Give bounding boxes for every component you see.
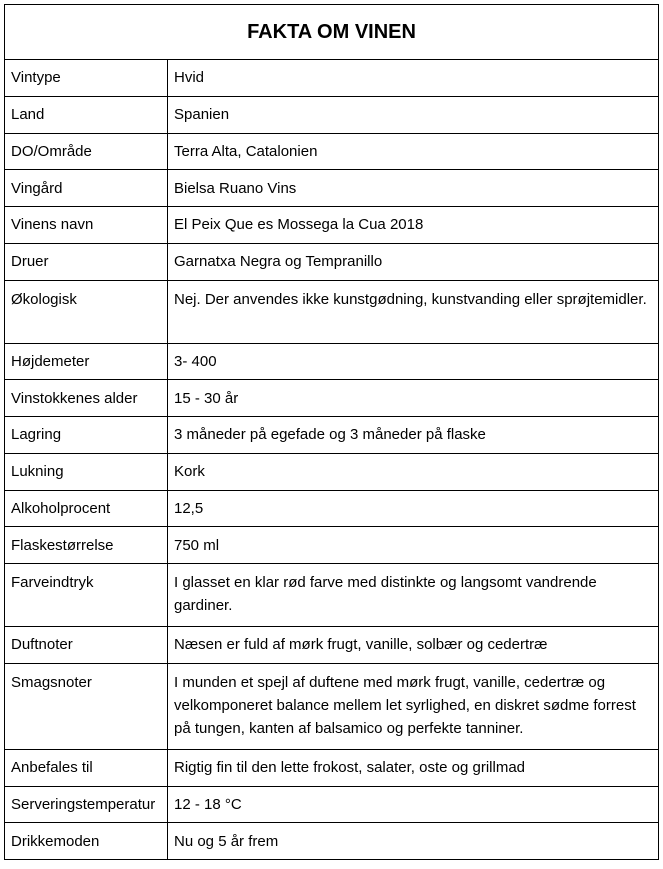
row-label-oekologisk: Økologisk (5, 280, 168, 343)
row-value-vingaard: Bielsa Ruano Vins (168, 170, 659, 207)
row-label-farveindtryk: Farveindtryk (5, 564, 168, 627)
table-row (5, 280, 659, 343)
row-label-vinstokkenes-alder: Vinstokkenes alder (5, 380, 168, 417)
table-row (5, 380, 659, 417)
table-row (5, 417, 659, 454)
table-title-row (5, 5, 659, 60)
row-value-serveringstemperatur: 12 - 18 °C (168, 786, 659, 823)
table-row (5, 343, 659, 380)
row-value-do-omraade: Terra Alta, Catalonien (168, 133, 659, 170)
row-value-vinstokkenes-alder: 15 - 30 år (168, 380, 659, 417)
table-row (5, 96, 659, 133)
table-row (5, 170, 659, 207)
table-row (5, 749, 659, 786)
table-row (5, 243, 659, 280)
row-label-smagsnoter: Smagsnoter (5, 663, 168, 749)
row-value-hoejdemeter: 3- 400 (168, 343, 659, 380)
row-value-vinens-navn: El Peix Que es Mossega la Cua 2018 (168, 207, 659, 244)
row-label-vintype: Vintype (5, 60, 168, 97)
row-label-duftnoter: Duftnoter (5, 627, 168, 664)
table-title: FAKTA OM VINEN (5, 5, 659, 60)
row-value-flaskestoerrelse: 750 ml (168, 527, 659, 564)
row-value-alkoholprocent: 12,5 (168, 490, 659, 527)
table-row (5, 663, 659, 749)
row-label-hoejdemeter: Højdemeter (5, 343, 168, 380)
table-row (5, 60, 659, 97)
row-value-druer: Garnatxa Negra og Tempranillo (168, 243, 659, 280)
row-value-lukning: Kork (168, 453, 659, 490)
row-value-lagring: 3 måneder på egefade og 3 måneder på flaske (168, 417, 659, 454)
row-value-land: Spanien (168, 96, 659, 133)
table-row (5, 207, 659, 244)
row-value-smagsnoter: I munden et spejl af duftene med mørk frugt, vanille, cedertræ og velkomponeret balance mellem let syrlighed, en diskret sødme forrest på tungen, kanten af balsamico og perfekte tanniner. (168, 663, 659, 749)
row-label-serveringstemperatur: Serveringstemperatur (5, 786, 168, 823)
row-label-drikkemoden: Drikkemoden (5, 823, 168, 860)
row-label-lukning: Lukning (5, 453, 168, 490)
row-value-anbefales-til: Rigtig fin til den lette frokost, salater, oste og grillmad (168, 749, 659, 786)
row-label-vinens-navn: Vinens navn (5, 207, 168, 244)
table-row (5, 786, 659, 823)
table-row (5, 564, 659, 627)
row-value-duftnoter: Næsen er fuld af mørk frugt, vanille, solbær og cedertræ (168, 627, 659, 664)
table-row (5, 490, 659, 527)
row-label-anbefales-til: Anbefales til (5, 749, 168, 786)
row-value-farveindtryk: I glasset en klar rød farve med distinkte og langsomt vandrende gardiner. (168, 564, 659, 627)
row-label-land: Land (5, 96, 168, 133)
table-row (5, 453, 659, 490)
row-label-vingaard: Vingård (5, 170, 168, 207)
row-label-druer: Druer (5, 243, 168, 280)
table-row (5, 527, 659, 564)
row-label-flaskestoerrelse: Flaskestørrelse (5, 527, 168, 564)
table-row (5, 823, 659, 860)
wine-facts-table (4, 4, 659, 860)
row-value-oekologisk: Nej. Der anvendes ikke kunstgødning, kunstvanding eller sprøjtemidler. (168, 280, 659, 343)
row-value-vintype: Hvid (168, 60, 659, 97)
table-row (5, 133, 659, 170)
table-row (5, 627, 659, 664)
row-value-drikkemoden: Nu og 5 år frem (168, 823, 659, 860)
row-label-alkoholprocent: Alkoholprocent (5, 490, 168, 527)
row-label-lagring: Lagring (5, 417, 168, 454)
row-label-do-omraade: DO/Område (5, 133, 168, 170)
